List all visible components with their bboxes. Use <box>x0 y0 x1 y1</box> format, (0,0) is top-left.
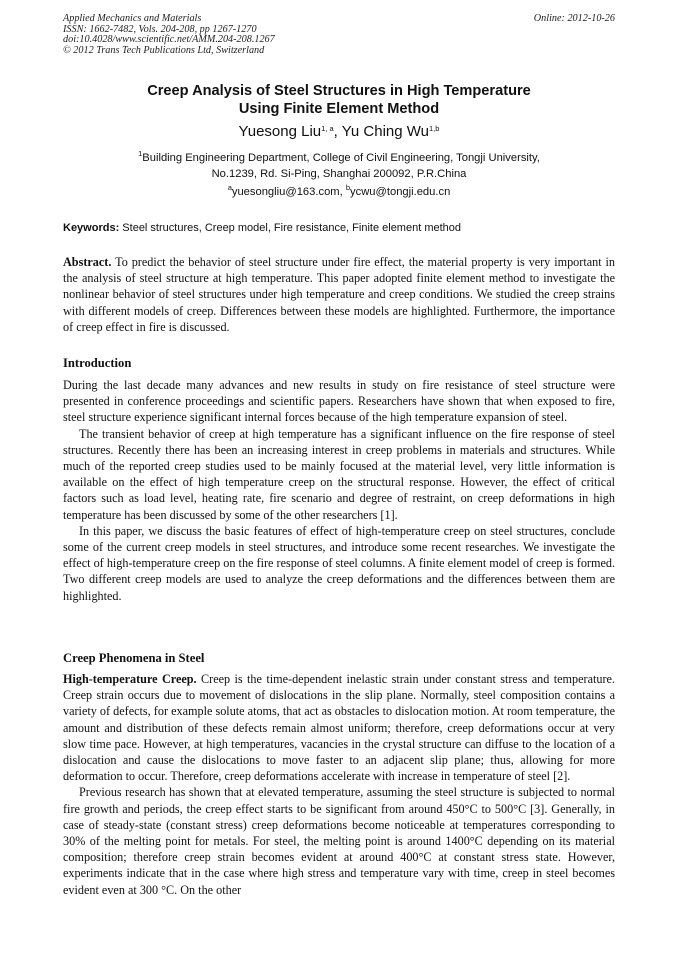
keywords-label: Keywords: <box>63 222 120 234</box>
keywords-text: Steel structures, Creep model, Fire resistance, Finite element method <box>119 222 462 234</box>
author-2-name: Yu Ching Wu <box>341 123 429 140</box>
affiliation-line-1: Building Engineering Department, College of Civil Engineering, Tongji University, <box>142 152 540 164</box>
affiliation <box>63 150 615 182</box>
creep-paragraph-1: Creep is the time-dependent inelastic strain under constant stress and temperature. Creep strain occurs due to movement of dislocations in the slip plane. Normally, steel composition contains a variety of defects, for example solute atoms, that act as obstacles to dislocation motion. At room temperature, the amount and distribution of these defects remain almost uniform; therefore, creep deformations occur at very slow time pace. However, at high temperatures, vacancies in the crystal structure can diffuse to the location of a dislocation and cause the dislocations to move faster to an adjacent slip plane; thus, allowing for more deformation to occur. Therefore, creep deformations accelerate with increase in temperature of steel [2]. <box>63 672 615 784</box>
keywords <box>63 221 615 236</box>
journal-name: Applied Mechanics and Materials <box>63 13 202 24</box>
introduction-paragraph-2: The transient behavior of creep at high temperature has a significant influence on the fire response of steel structures. Recently there has been an increasing interest in creep problems in materials and structures. While much of the reported creep studies used to be mainly focused at the material level, very little information is available on the effect of high temperature creep on the structural response. However, the effect of critical factors such as load level, heating rate, fire scenario and degree of restraint, on creep deformations in high temperature has been discussed by some of the other researchers [1]. <box>63 426 615 522</box>
author-1-marker: 1, a <box>321 124 334 133</box>
author-separator: , <box>333 123 342 140</box>
introduction-paragraph-3: In this paper, we discuss the basic features of effect of high-temperature creep on steel structures, conclude some of the current creep models in steel structures, and introduce some recent researches. We investigate the effect of high-temperature creep on the fire response of steel columns. A finite element model of creep is formed. Two different creep models are used to analyze the creep deformations and the differences between them are highlighted. <box>63 523 615 603</box>
email-a[interactable]: yuesongliu@163.com <box>231 186 340 198</box>
copyright-line: © 2012 Trans Tech Publications Ltd, Switzerland <box>63 44 265 56</box>
email-marker-b: b <box>345 183 351 192</box>
creep-section-body <box>63 671 615 898</box>
author-emails <box>63 185 615 200</box>
email-marker-a: a <box>227 183 232 192</box>
introduction-paragraph-1: During the last decade many advances and new results in study on fire resistance of steel structure were presented in conference proceedings and scientific papers. Researchers have shown that when exposed to fire, steel structure experience significant internal forces because of the high temperature expansion of steel. <box>63 378 615 425</box>
journal-header <box>63 14 615 56</box>
abstract <box>63 254 615 335</box>
author-list <box>63 122 615 142</box>
abstract-text: To predict the behavior of steel structure under fire effect, the material property is very important in the analysis of steel structure at high temperature. This paper adopted finite element method to investigate the nonlinear behavior of steel structures under high temperature and creep conditions. We studied the creep strains with different models of creep. Differences between these models are highlighted. Furthermore, the importance of creep effect in fire is discussed. <box>63 255 615 334</box>
introduction-heading: Introduction <box>63 356 132 370</box>
title-line-2: Using Finite Element Method <box>238 101 440 117</box>
affiliation-line-2: No.1239, Rd. Si-Ping, Shanghai 200092, P.R.China <box>211 168 467 180</box>
issn-line: ISSN: 1662-7482, Vols. 204-208, pp 1267-1270 <box>63 23 257 35</box>
run-in-heading: High-temperature Creep. <box>63 672 197 686</box>
title-line-1: Creep Analysis of Steel Structures in High Temperature <box>147 83 531 99</box>
creep-paragraph-2: Previous research has shown that at elevated temperature, assuming the steel structure is subjected to normal fire growth and periods, the creep effect starts to be significant from around 450°C to 500°C [3]. Generally, in case of steady-state (constant stress) creep deformations become noticeable at temperatures corresponding to 30% of the melting point for metals. For steel, the melting point is around 1400°C depending on its material composition; therefore creep strain becomes evident at around 400°C at constant stress state. However, experiments indicate that in the case where high stress and temperature vary with time, creep in steel becomes evident even at 300 °C. On the other <box>63 785 615 897</box>
affiliation-marker: 1 <box>138 149 143 158</box>
email-separator: , <box>339 186 346 198</box>
author-2-marker: 1,b <box>429 124 440 133</box>
abstract-label: Abstract. <box>63 255 112 269</box>
online-date: Online: 2012-10-26 <box>533 13 615 24</box>
paper-title <box>63 82 615 118</box>
doi-line: doi:10.4028/www.scientific.net/AMM.204-208.1267 <box>63 34 275 46</box>
author-1-name: Yuesong Liu <box>238 123 322 140</box>
introduction-body <box>63 377 615 604</box>
email-b[interactable]: ycwu@tongji.edu.cn <box>350 186 451 198</box>
creep-section-heading: Creep Phenomena in Steel <box>63 651 205 665</box>
